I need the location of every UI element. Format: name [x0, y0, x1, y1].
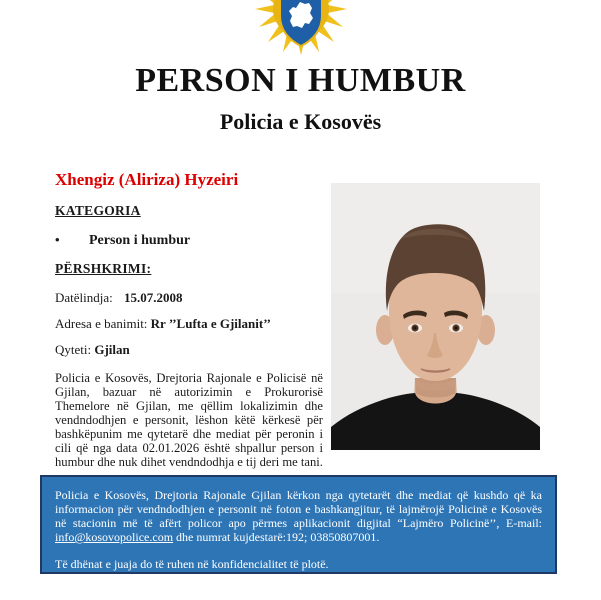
- pershkrimi-heading: PËRSHKRIMI:: [55, 261, 152, 276]
- description-paragraph: Policia e Kosovës, Drejtoria Rajonale e Policisë në Gjilan, bazuar në autorizimin e Prokurorisë Themelore në Gjilan, me qëllim lokalizimin dhe vendndodhjen e personit, lëshon këtë kërkesë për bashkëpunim me qytetarë dhe mediat për peronin i cili që nga data 02.01.2026 është shpallur person i humbur dhe nuk dihet vendndodhja e tij deri me tani.: [55, 371, 323, 469]
- field-city-label: Qyteti:: [55, 342, 92, 357]
- banner-text-before-email: Policia e Kosovës, Drejtoria Rajonale Gjilan kërkon nga qytetarët dhe mediat që kushdo që ka informacion për vendndodhjen e personit në foton e bashkangjitur, të lajmërojë Policinë e Kosovës në stacionin më të afërt policor apo përmes aplikacionit digjital “Lajmëro Policinë’’, E-mail:: [55, 488, 542, 530]
- field-address: [55, 316, 323, 332]
- banner-text-after-email: dhe numrat kujdestarë:192; 03850807001.: [173, 530, 380, 544]
- field-birthdate-label: Datëlindja:: [55, 290, 113, 305]
- confidentiality-note: Të dhënat e juaja do të ruhen në konfidencialitet të plotë.: [55, 557, 329, 571]
- kosovo-police-badge: [255, 0, 347, 60]
- field-address-value: Rr ’’Lufta e Gjilanit’’: [150, 316, 271, 331]
- banner-text: [55, 488, 542, 544]
- field-birthdate-value: 15.07.2008: [124, 290, 183, 305]
- details-column: [55, 170, 323, 469]
- police-badge-icon: [255, 0, 347, 60]
- portrait-image: [331, 183, 540, 450]
- bullet-icon: •: [55, 232, 60, 247]
- kategoria-item: [55, 232, 323, 249]
- kategoria-heading: KATEGORIA: [55, 203, 141, 218]
- field-city-value: Gjilan: [94, 342, 130, 357]
- field-city: [55, 342, 323, 358]
- missing-person-photo: [331, 183, 540, 450]
- page-title: PERSON I HUMBUR: [135, 62, 466, 99]
- person-name: Xhengiz (Aliriza) Hyzeiri: [55, 170, 239, 189]
- kategoria-value: Person i humbur: [89, 233, 191, 248]
- info-banner: [40, 475, 557, 574]
- field-address-label: Adresa e banimit:: [55, 316, 148, 331]
- page-subtitle: Policia e Kosovës: [219, 109, 382, 134]
- email-link[interactable]: info@kosovopolice.com: [55, 530, 174, 544]
- field-birthdate: [55, 290, 323, 306]
